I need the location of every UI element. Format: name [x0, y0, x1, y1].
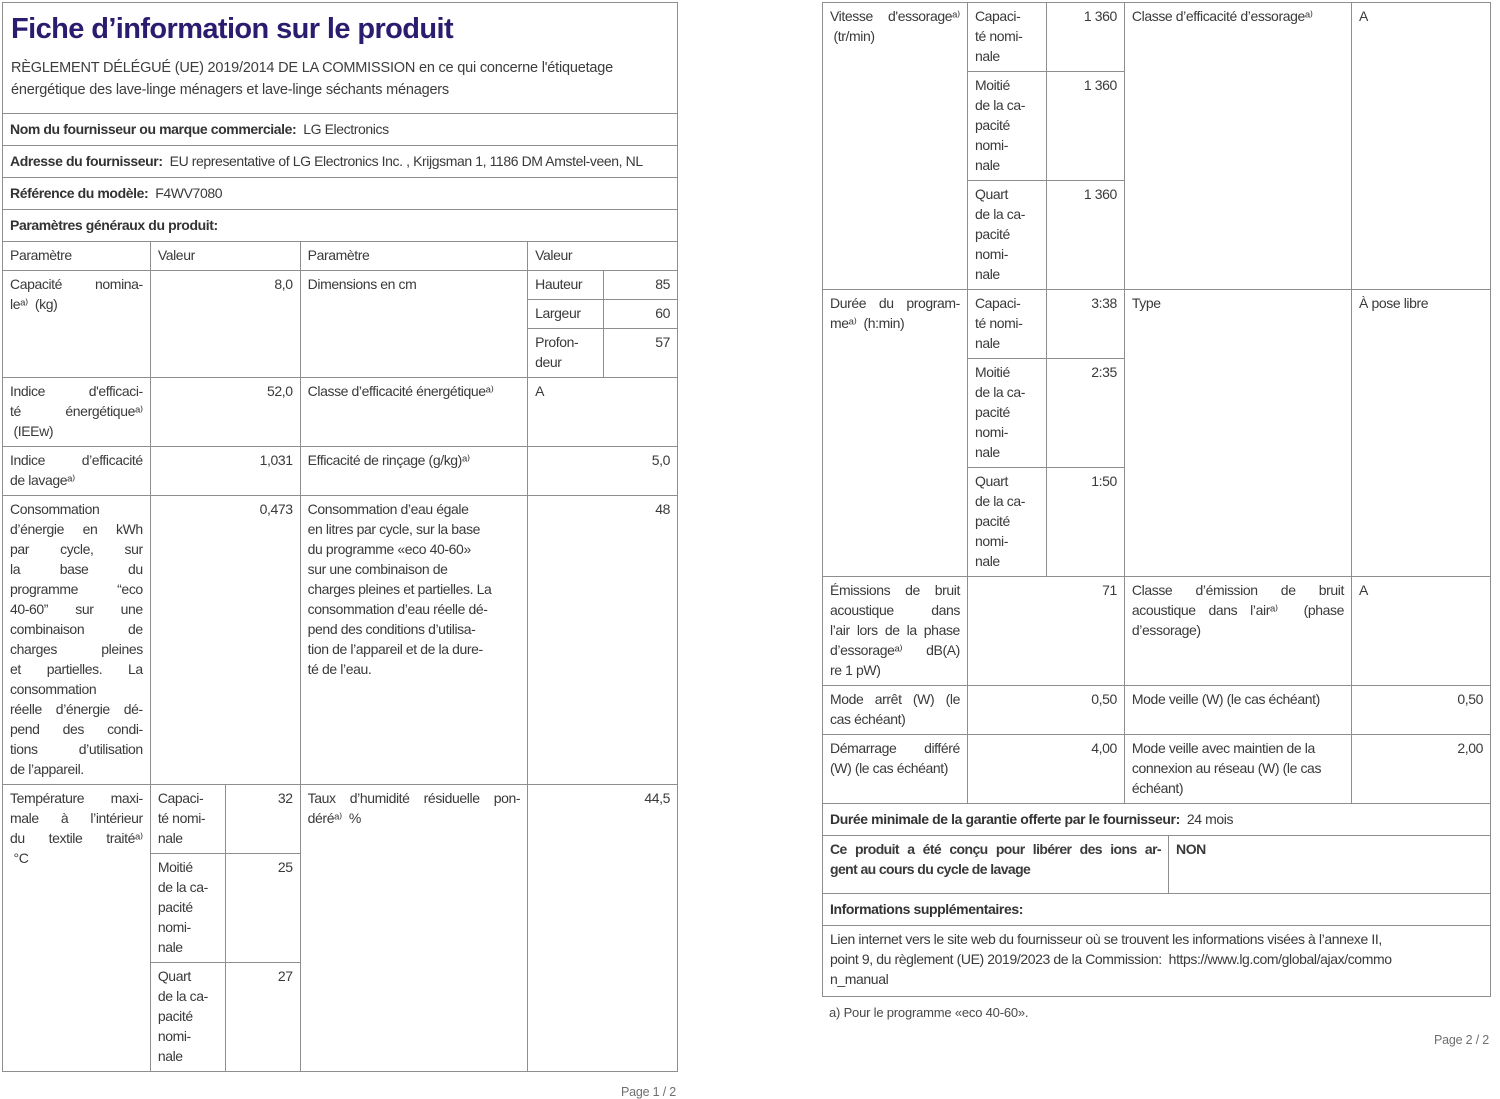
humidity-value: 44,5	[528, 785, 678, 1072]
page1-table	[2, 2, 678, 1072]
header-valeur-1: Valeur	[150, 242, 300, 271]
dim-width-label: Largeur	[528, 300, 604, 329]
header-parametre-2: Paramètre	[300, 242, 527, 271]
eei-label: Indice d'efficaci- té énergétiqueᵃ⁾ (IEEᴡ)	[3, 378, 151, 447]
page-1	[2, 2, 678, 1099]
page2-table	[822, 2, 1491, 997]
network-standby-value: 2,00	[1352, 735, 1491, 804]
page-2	[822, 2, 1491, 1048]
noise-value: 71	[967, 577, 1124, 686]
eei-value: 52,0	[150, 378, 300, 447]
page2-footer: Page 2 / 2	[1434, 1033, 1489, 1047]
rinse-value: 5,0	[528, 447, 678, 496]
delayed-start-value: 4,00	[967, 735, 1124, 804]
duration-half-value: 2:35	[1046, 359, 1124, 468]
duration-quarter-capacity-label: Quart de la ca- pacité nomi- nale	[967, 468, 1046, 577]
row-wash-rinse	[3, 447, 678, 496]
dim-depth-label: Profon- deur	[528, 329, 604, 378]
capacity-label: Capacité nomina- leᵃ⁾ (kg)	[3, 271, 151, 378]
general-params-row	[3, 210, 678, 242]
temp-half-capacity-label: Moitié de la ca- pacité nomi- nale	[150, 854, 225, 963]
row-supplier-link	[823, 926, 1491, 997]
row-off-standby	[823, 686, 1491, 735]
spin-half-capacity-label: Moitié de la ca- pacité nomi- nale	[967, 72, 1046, 181]
water-consumption-label: Consommation d’eau égale en litres par cycle, sur la base du programme «eco 40-60» sur une combinaison de charges pleines et partielles. La consommation d’eau réelle dé- pend des conditions d’utilisa- tion de l’appareil et de la dure- té de l’eau.	[300, 496, 527, 785]
row-temperature-humidity	[3, 785, 678, 854]
duration-half-capacity-label: Moitié de la ca- pacité nomi- nale	[967, 359, 1046, 468]
off-mode-label: Mode arrêt (W) (le cas échéant)	[823, 686, 968, 735]
type-label: Type	[1124, 290, 1351, 577]
row-energy-efficiency	[3, 378, 678, 447]
dim-height-label: Hauteur	[528, 271, 604, 300]
supplier-address-value: EU representative of LG Electronics Inc. , Krijgsman 1, 1186 DM Amstel-veen, NL	[169, 153, 643, 169]
regulation-text: RÈGLEMENT DÉLÉGUÉ (UE) 2019/2014 DE LA COMMISSION en ce qui concerne l'étiquetage énergétique des lave-linge ménagers et lave-linge séchants ménagers	[11, 60, 614, 98]
warranty-label: Durée minimale de la garantie offerte par le fournisseur:	[830, 811, 1180, 827]
spin-rated-value: 1 360	[1046, 3, 1124, 72]
spin-speed-label: Vitesse d'essorageᵃ⁾ (tr/min)	[823, 3, 968, 290]
supplier-address-label: Adresse du fournisseur:	[10, 153, 163, 169]
row-programme-duration	[823, 290, 1491, 359]
supplier-website-link-text: Lien internet vers le site web du fournisseur où se trouvent les informations visées à l’annexe II, point 9, du règlement (UE) 2019/2023 de la Commission: https://www.lg.com/global/ajax/commo n_manual	[823, 926, 1491, 997]
header-valeur-2: Valeur	[528, 242, 678, 271]
wash-index-label: Indice d’efficacité de lavageᵃ⁾	[3, 447, 151, 496]
dimensions-label: Dimensions en cm	[300, 271, 527, 378]
noise-class-value: A	[1352, 577, 1491, 686]
energy-class-label: Classe d’efficacité énergétiqueᵃ⁾	[300, 378, 527, 447]
spin-quarter-capacity-label: Quart de la ca- pacité nomi- nale	[967, 181, 1046, 290]
duration-rated-value: 3:38	[1046, 290, 1124, 359]
rinse-label: Efficacité de rinçage (g/kg)ᵃ⁾	[300, 447, 527, 496]
noise-label: Émissions de bruit acoustique dans l’air lors de la phase d’essorageᵃ⁾ dB(A) re 1 pW)	[823, 577, 968, 686]
duration-quarter-value: 1:50	[1046, 468, 1124, 577]
standby-value: 0,50	[1352, 686, 1491, 735]
type-value: À pose libre	[1352, 290, 1491, 577]
footnote-a: a) Pour le programme «eco 40-60».	[829, 1005, 1029, 1020]
row-spin-speed	[823, 3, 1491, 72]
supplier-name-value: LG Electronics	[303, 121, 389, 137]
header-parametre-1: Paramètre	[3, 242, 151, 271]
noise-class-label: Classe d’émission de bruit acoustique dans l’airᵃ⁾ (phase d’essorage)	[1124, 577, 1351, 686]
wash-index-value: 1,031	[150, 447, 300, 496]
off-mode-value: 0,50	[967, 686, 1124, 735]
duration-label: Durée du program- meᵃ⁾ (h:min)	[823, 290, 968, 577]
energy-consumption-value: 0,473	[150, 496, 300, 785]
delayed-start-label: Démarrage différé (W) (le cas échéant)	[823, 735, 968, 804]
spin-class-value: A	[1352, 3, 1491, 290]
energy-class-value: A	[528, 378, 678, 447]
duration-rated-capacity-label: Capaci- té nomi- nale	[967, 290, 1046, 359]
model-reference-value: F4WV7080	[155, 185, 223, 201]
spin-half-value: 1 360	[1046, 72, 1124, 181]
energy-consumption-label: Consommation d’énergie en kWh par cycle, sur la base du programme “eco 40-60” sur une combinaison de charges pleines et partielles. La consommation réelle d’énergie dé- pend des condi- tions d’utilisation de l’appareil.	[3, 496, 151, 785]
humidity-label: Taux d’humidité résiduelle pon- déréᵃ⁾ %	[300, 785, 527, 1072]
general-params-label: Paramètres généraux du produit:	[10, 217, 218, 233]
row-additional-info	[823, 894, 1491, 926]
supplier-name-label: Nom du fournisseur ou marque commerciale:	[10, 121, 297, 137]
additional-info-label: Informations supplémentaires:	[830, 901, 1023, 917]
silver-ions-label: Ce produit a été conçu pour libérer des ions ar- gent au cours du cycle de lavage	[823, 836, 1169, 894]
row-delayed-network	[823, 735, 1491, 804]
dim-width-value: 60	[604, 300, 678, 329]
standby-label: Mode veille (W) (le cas échéant)	[1124, 686, 1351, 735]
row-warranty	[823, 804, 1491, 836]
network-standby-label: Mode veille avec maintien de la connexion au réseau (W) (le cas échéant)	[1124, 735, 1351, 804]
spin-quarter-value: 1 360	[1046, 181, 1124, 290]
spin-class-label: Classe d’efficacité d’essorageᵃ⁾	[1124, 3, 1351, 290]
silver-ions-value: NON	[1168, 836, 1490, 894]
row-noise-emissions	[823, 577, 1491, 686]
table-header-row	[3, 242, 678, 271]
dim-depth-value: 57	[604, 329, 678, 378]
row-capacity-dimensions	[3, 271, 678, 300]
row-energy-water-consumption	[3, 496, 678, 785]
temp-half-value: 25	[225, 854, 300, 963]
warranty-value: 24 mois	[1186, 811, 1234, 827]
model-reference-label: Référence du modèle:	[10, 185, 149, 201]
max-temperature-label: Température maxi- male à l’intérieur du textile traitéᵃ⁾ °C	[3, 785, 151, 1072]
model-reference-row	[3, 178, 678, 210]
temp-rated-value: 32	[225, 785, 300, 854]
page-title: Fiche d’information sur le produit	[11, 13, 454, 45]
row-silver-ions	[823, 836, 1491, 894]
spin-rated-capacity-label: Capaci- té nomi- nale	[967, 3, 1046, 72]
temp-rated-capacity-label: Capaci- té nomi- nale	[150, 785, 225, 854]
water-consumption-value: 48	[528, 496, 678, 785]
temp-quarter-capacity-label: Quart de la ca- pacité nomi- nale	[150, 963, 225, 1072]
dim-height-value: 85	[604, 271, 678, 300]
title-row	[3, 3, 678, 114]
capacity-value: 8,0	[150, 271, 300, 378]
supplier-name-row	[3, 114, 678, 146]
page1-footer: Page 1 / 2	[621, 1085, 676, 1099]
supplier-address-row	[3, 146, 678, 178]
temp-quarter-value: 27	[225, 963, 300, 1072]
